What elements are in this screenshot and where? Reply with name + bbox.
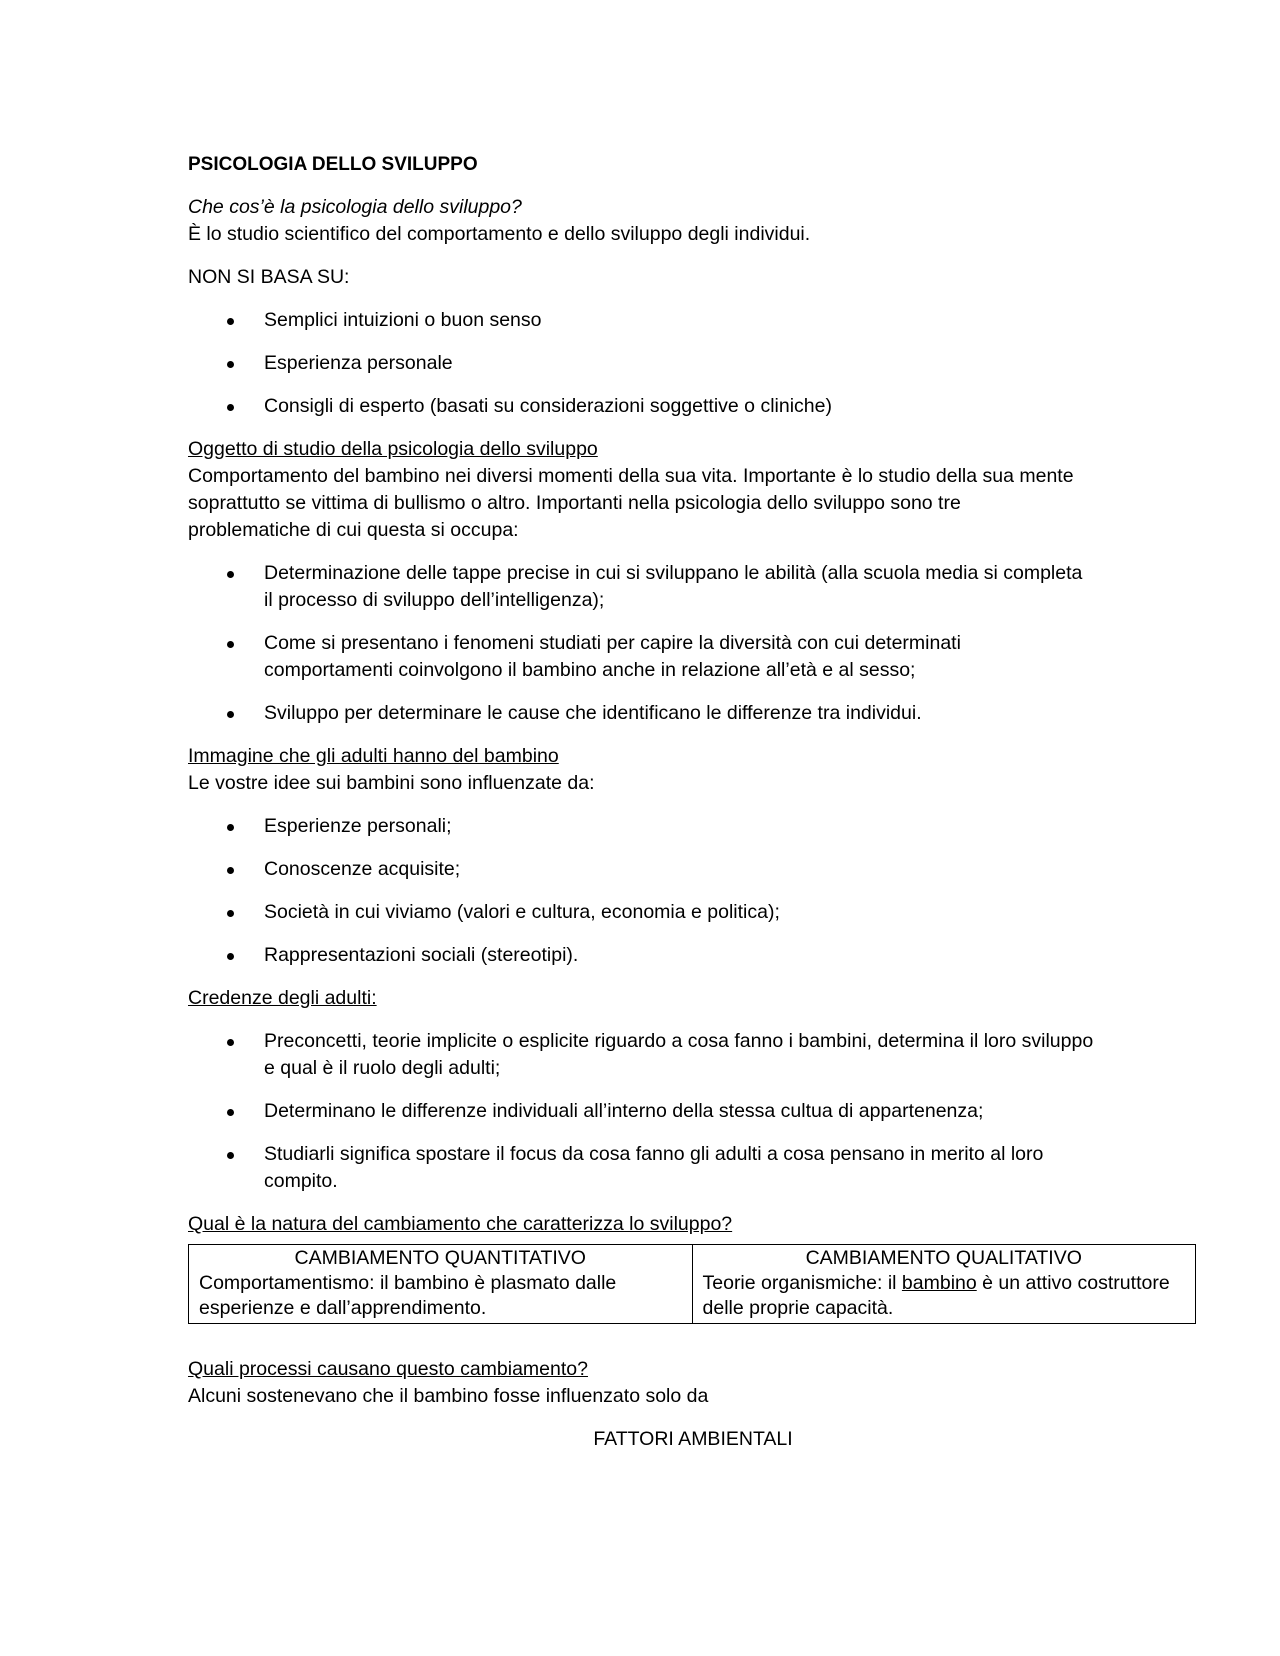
list-item-text: Esperienze personali; [264, 815, 452, 837]
bullet-icon [227, 641, 234, 648]
intro-answer: È lo studio scientifico del comportamento e dello sviluppo degli individui. [188, 223, 811, 245]
image-text: Le vostre idee sui bambini sono influenzate da: [188, 772, 595, 794]
environmental-factors-label: FATTORI AMBIENTALI [593, 1428, 793, 1450]
list-item-text: Preconcetti, teorie implicite o esplicite riguardo a cosa fanno i bambini, determina il loro sviluppo e qual è il ruolo degli adulti; [264, 1030, 1094, 1079]
change-table [188, 1244, 1196, 1324]
list-item-text: Studiarli significa spostare il focus da cosa fanno gli adulti a cosa pensano in merito al loro compito. [264, 1143, 1044, 1192]
list-item [188, 1098, 1094, 1125]
bullet-icon [227, 867, 234, 874]
bullet-icon [227, 1152, 234, 1159]
list-item [188, 393, 1094, 420]
image-section [188, 743, 1198, 797]
bullet-icon [227, 571, 234, 578]
table-cell-qualitative [692, 1245, 1196, 1324]
bullet-icon [227, 711, 234, 718]
list-item [188, 350, 1094, 377]
list-item [188, 560, 1094, 614]
qualitative-text-after: è un attivo costruttore delle proprie capacità. [702, 1272, 1170, 1319]
document-title: PSICOLOGIA DELLO SVILUPPO [188, 154, 478, 175]
quantitative-header: CAMBIAMENTO QUANTITATIVO [294, 1247, 586, 1269]
bullet-icon [227, 1109, 234, 1116]
table-row [189, 1245, 1196, 1324]
qualitative-header: CAMBIAMENTO QUALITATIVO [805, 1247, 1082, 1269]
bullet-icon [227, 318, 234, 325]
object-section [188, 436, 1198, 544]
list-item [188, 1141, 1094, 1195]
object-text: Comportamento del bambino nei diversi momenti della sua vita. Importante è lo studio della sua mente soprattutto se vittima di bullismo o altro. Importanti nella psicologia dello sviluppo sono tre problematiche di cui questa si occupa: [188, 465, 1074, 541]
object-heading: Oggetto di studio della psicologia dello sviluppo [188, 438, 598, 460]
list-item-text: Conoscenze acquisite; [264, 858, 461, 880]
list-item-text: Consigli di esperto (basati su considerazioni soggettive o cliniche) [264, 395, 832, 417]
processes-text: Alcuni sostenevano che il bambino fosse influenzato solo da [188, 1385, 709, 1407]
bullet-icon [227, 953, 234, 960]
bullet-icon [227, 1039, 234, 1046]
image-heading: Immagine che gli adulti hanno del bambino [188, 745, 559, 767]
list-item-text: Come si presentano i fenomeni studiati per capire la diversità con cui determinati comportamenti coinvolgono il bambino anche in relazione all’età e al sesso; [264, 632, 961, 681]
quantitative-text: Comportamentismo: il bambino è plasmato dalle esperienze e dall’apprendimento. [199, 1272, 617, 1319]
not-based-list [188, 307, 1198, 420]
list-item-text: Determinazione delle tappe precise in cui si sviluppano le abilità (alla scuola media si completa il processo di sviluppo dell’intelligenza); [264, 562, 1083, 611]
table-cell-quantitative [189, 1245, 693, 1324]
nature-heading: Qual è la natura del cambiamento che caratterizza lo sviluppo? [188, 1213, 733, 1235]
list-item-text: Esperienza personale [264, 352, 453, 374]
qualitative-text-underlined: bambino [901, 1272, 977, 1294]
image-list [188, 813, 1198, 969]
list-item-text: Sviluppo per determinare le cause che identificano le differenze tra individui. [264, 702, 922, 724]
list-item [188, 856, 1094, 883]
list-item [188, 307, 1094, 334]
list-item [188, 630, 1094, 684]
list-item-text: Semplici intuizioni o buon senso [264, 309, 542, 331]
list-item-text: Determinano le differenze individuali all’interno della stessa cultua di appartenenza; [264, 1100, 984, 1122]
not-based-label: NON SI BASA SU: [188, 266, 350, 288]
processes-section [188, 1356, 1198, 1410]
document-page [188, 151, 1198, 1453]
bullet-icon [227, 404, 234, 411]
object-list [188, 560, 1198, 727]
intro-section [188, 194, 1198, 248]
bullet-icon [227, 910, 234, 917]
list-item [188, 899, 1094, 926]
intro-question: Che cos’è la psicologia dello sviluppo? [188, 196, 522, 218]
list-item-text: Società in cui viviamo (valori e cultura, economia e politica); [264, 901, 780, 923]
list-item-text: Rappresentazioni sociali (stereotipi). [264, 944, 579, 966]
beliefs-list [188, 1028, 1198, 1195]
list-item [188, 1028, 1094, 1082]
bullet-icon [227, 824, 234, 831]
list-item [188, 942, 1094, 969]
processes-heading: Quali processi causano questo cambiamento? [188, 1358, 588, 1380]
bullet-icon [227, 361, 234, 368]
beliefs-heading: Credenze degli adulti: [188, 987, 377, 1009]
list-item [188, 813, 1094, 840]
qualitative-text-before: Teorie organismiche: il [702, 1272, 902, 1294]
list-item [188, 700, 1094, 727]
